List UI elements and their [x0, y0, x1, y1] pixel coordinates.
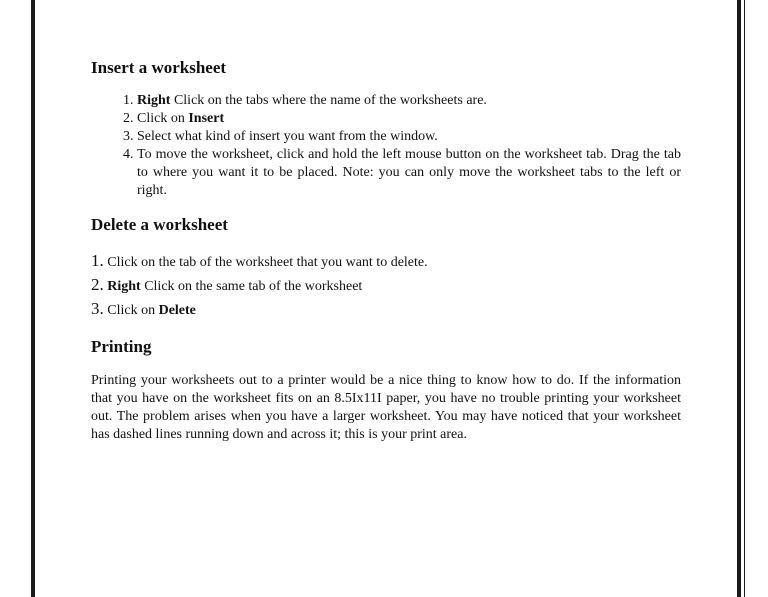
- list-item: [137, 110, 681, 128]
- list-item: [137, 92, 681, 110]
- bold-text: Delete: [158, 303, 196, 318]
- list-item: [91, 298, 681, 322]
- step-text: To move the worksheet, click and hold the left mouse button on the worksheet tab. Drag the tab to where you want it to be placed. Note: you can only move the worksheet tabs to the left or right.: [137, 147, 681, 198]
- step-text: Click on the tabs where the name of the worksheets are.: [170, 93, 487, 108]
- page-border-right: [737, 0, 741, 597]
- page-border-left: [31, 0, 35, 597]
- heading-insert-worksheet: Insert a worksheet: [91, 58, 227, 77]
- step-number: 1.: [91, 251, 104, 270]
- delete-steps-list: [91, 250, 681, 322]
- step-number: 3.: [91, 299, 104, 318]
- document-body: [91, 58, 681, 444]
- step-text: Click on the same tab of the worksheet: [140, 279, 363, 294]
- step-text: Click on: [103, 303, 159, 318]
- list-item: [137, 146, 681, 200]
- printing-paragraph: Printing your worksheets out to a printer would be a nice thing to know how to do. If the information that you have on the worksheet fits on an 8.5Ix11I paper, you have no trouble printing your worksheet out. The problem arises when you have a larger worksheet. You may have noticed that your worksheet has dashed lines running down and across it; this is your print area.: [91, 373, 681, 442]
- step-text: Click on: [137, 111, 189, 126]
- step-text: Select what kind of insert you want from the window.: [137, 129, 438, 144]
- bold-text: Right: [137, 93, 171, 108]
- bold-text: Right: [107, 279, 141, 294]
- heading-delete-worksheet: Delete a worksheet: [91, 215, 228, 234]
- step-number: 2.: [91, 275, 104, 294]
- step-text: Click on the tab of the worksheet that you want to delete.: [103, 255, 428, 270]
- list-item: [91, 250, 681, 274]
- heading-printing: Printing: [91, 337, 152, 356]
- insert-steps-list: [91, 92, 681, 200]
- bold-text: Insert: [188, 111, 225, 126]
- page-border-right-inner: [744, 0, 745, 597]
- list-item: [91, 274, 681, 298]
- list-item: [137, 128, 681, 146]
